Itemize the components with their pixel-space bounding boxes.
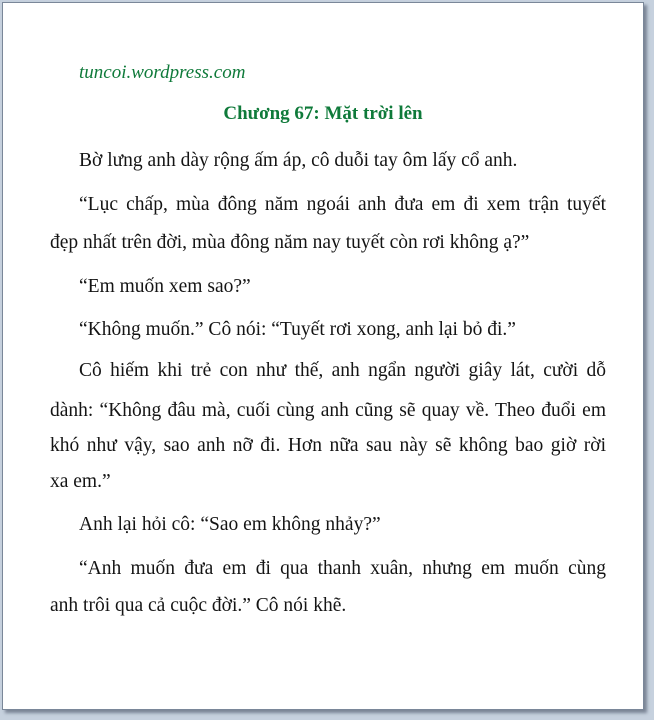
paragraph-line: “Em muốn xem sao?” bbox=[79, 276, 251, 297]
site-header: tuncoi.wordpress.com bbox=[79, 62, 246, 83]
paragraph-line: Anh lại hỏi cô: “Sao em không nhảy?” bbox=[79, 514, 381, 535]
paragraph-line: “Lục chấp, mùa đông năm ngoái anh đưa em đi xem trận tuyết bbox=[79, 194, 606, 215]
paragraph-line: “Không muốn.” Cô nói: “Tuyết rơi xong, anh lại bỏ đi.” bbox=[79, 319, 516, 340]
chapter-title: Chương 67: Mặt trời lên bbox=[223, 103, 423, 124]
paragraph-line: “Anh muốn đưa em đi qua thanh xuân, nhưng em muốn cùng bbox=[79, 558, 606, 579]
paragraph-line: anh trôi qua cả cuộc đời.” Cô nói khẽ. bbox=[50, 595, 347, 616]
paragraph-line: dành: “Không đâu mà, cuối cùng anh cũng sẽ quay về. Theo đuổi em bbox=[50, 400, 606, 421]
paragraph-line: Bờ lưng anh dày rộng ấm áp, cô duỗi tay ôm lấy cổ anh. bbox=[79, 150, 518, 171]
paragraph-line: xa em.” bbox=[50, 471, 111, 492]
paragraph-line: Cô hiếm khi trẻ con như thế, anh ngẩn người giây lát, cười dỗ bbox=[79, 360, 606, 381]
paragraph-line: đẹp nhất trên đời, mùa đông năm nay tuyết còn rơi không ạ?” bbox=[50, 232, 530, 253]
paragraph-line: khó như vậy, sao anh nỡ đi. Hơn nữa sau này sẽ không bao giờ rời bbox=[50, 435, 606, 456]
document-page bbox=[2, 2, 644, 710]
